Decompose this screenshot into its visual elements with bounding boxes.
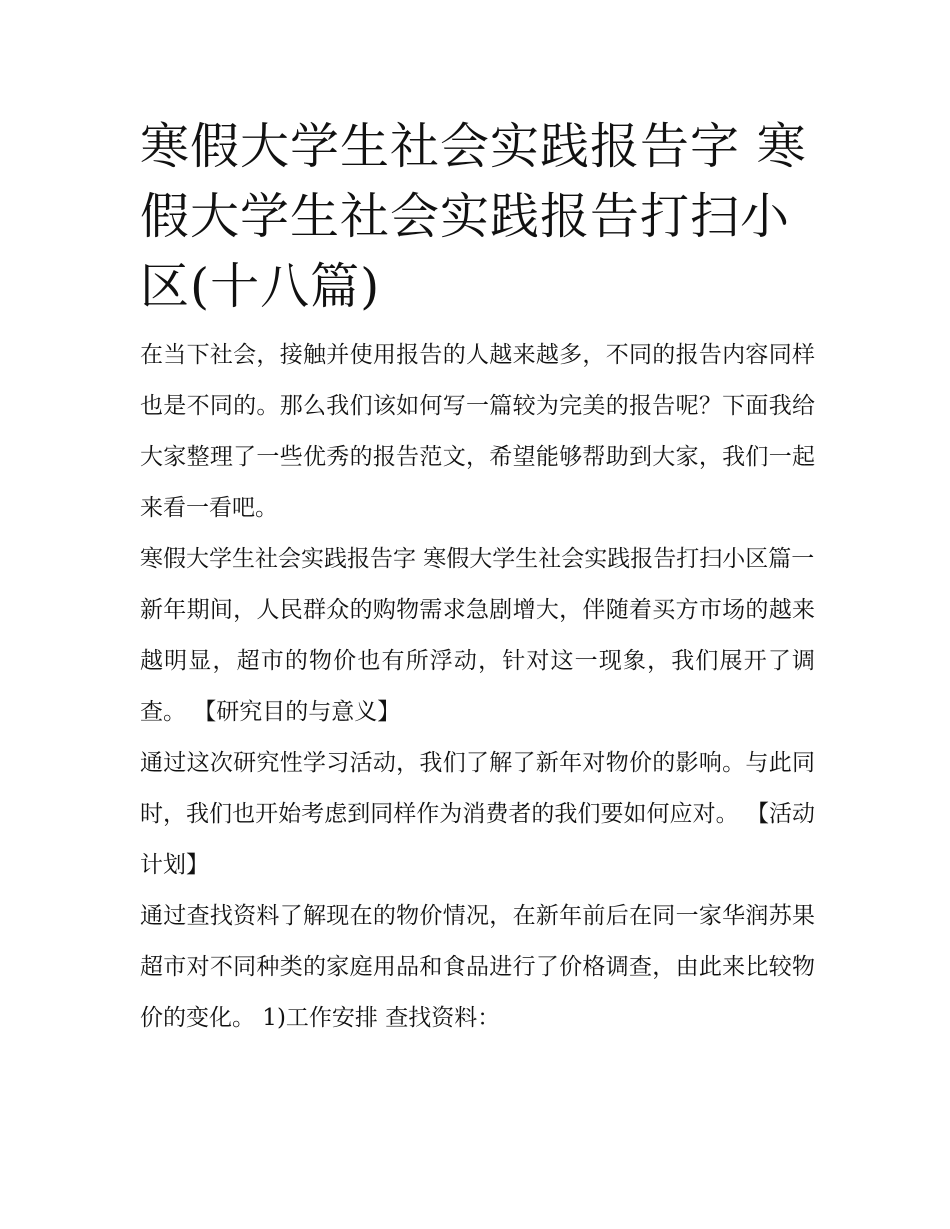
intro-paragraph: 在当下社会，接触并使用报告的人越来越多，不同的报告内容同样也是不同的。那么我们该如何写一篇较为完美的报告呢？下面我给大家整理了一些优秀的报告范文，希望能够帮助到大家，我们一起来看一看吧。 <box>140 342 815 521</box>
document-page <box>140 112 815 1044</box>
section-heading: 寒假大学生社会实践报告字 寒假大学生社会实践报告打扫小区篇一 <box>140 546 815 572</box>
document-title: 寒假大学生社会实践报告字 寒假大学生社会实践报告打扫小区(十八篇) <box>140 118 807 315</box>
body-paragraph-purpose: 通过这次研究性学习活动，我们了解了新年对物价的影响。与此同时，我们也开始考虑到同样作为消费者的我们要如何应对。 【活动计划】 <box>140 750 815 878</box>
body-paragraph-plan: 通过查找资料了解现在的物价情况，在新年前后在同一家华润苏果超市对不同种类的家庭用品和食品进行了价格调查，由此来比较物价的变化。 1)工作安排 查找资料： <box>140 903 815 1031</box>
body-paragraph-background: 新年期间，人民群众的购物需求急剧增大，伴随着买方市场的越来越明显，超市的物价也有所浮动，针对这一现象，我们展开了调查。 【研究目的与意义】 <box>140 597 815 725</box>
